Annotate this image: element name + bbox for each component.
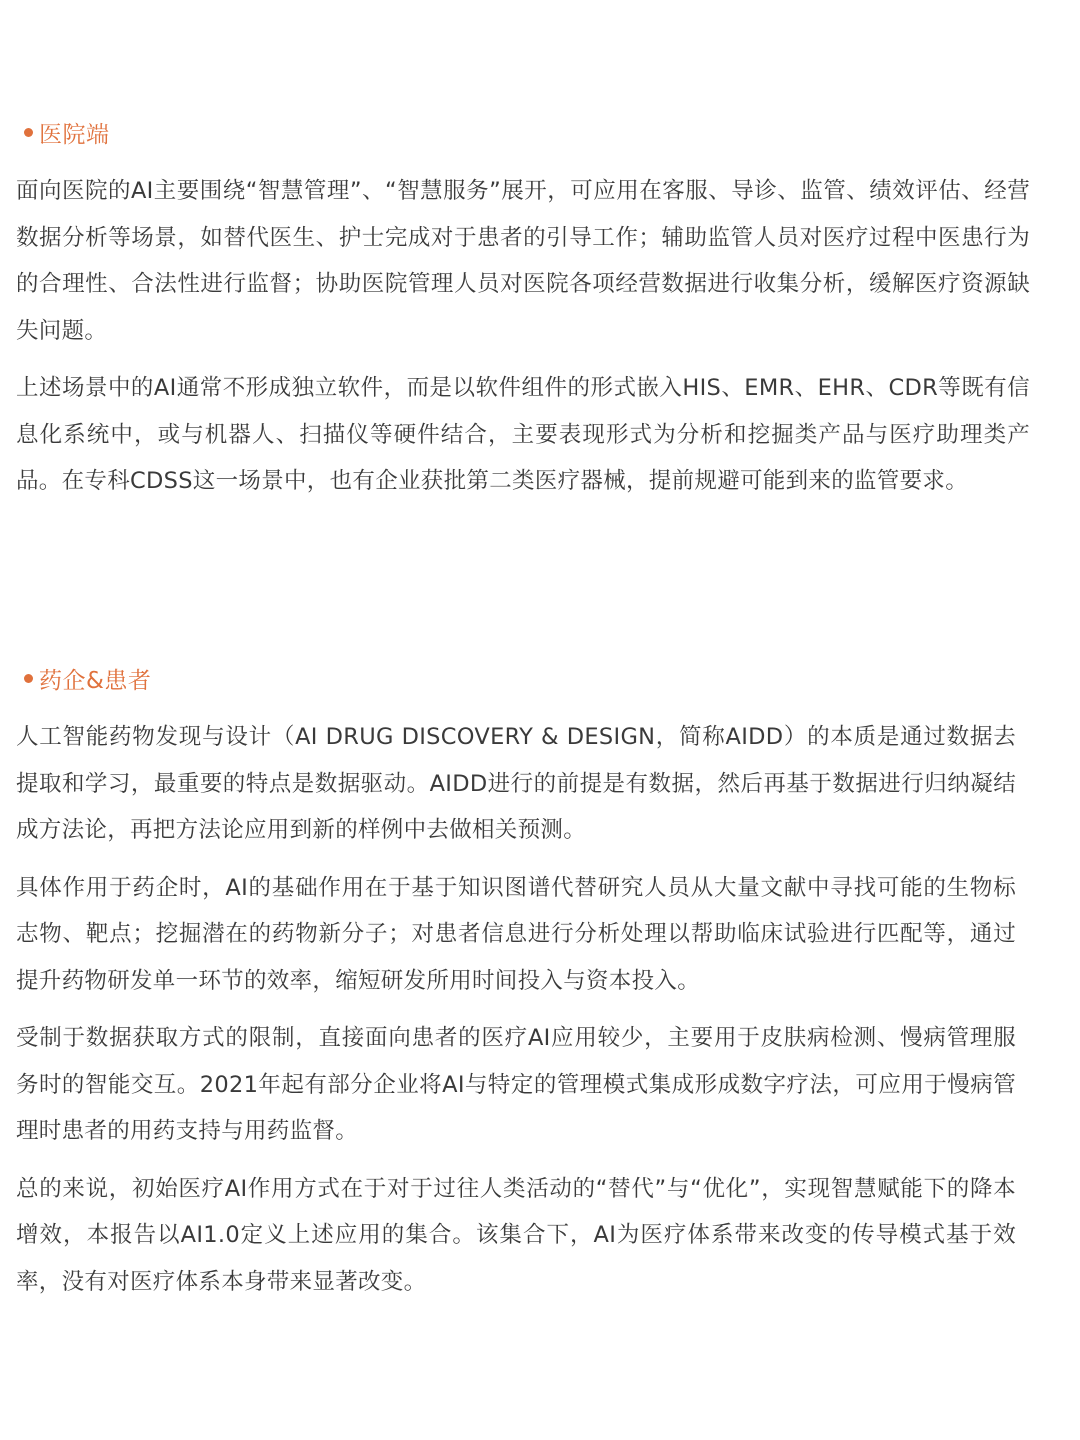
paragraph: 具体作用于药企时，AI的基础作用在于基于知识图谱代替研究人员从大量文献中寻找可能的生物标志物、靶点；挖掘潜在的药物新分子；对患者信息进行分析处理以帮助临床试验进行匹配等，通过提升药物研发单一环节的效率，缩短研发所用时间投入与资本投入。 xyxy=(16,874,1016,994)
paragraph: 受制于数据获取方式的限制，直接面向患者的医疗AI应用较少，主要用于皮肤病检测、慢病管理服务时的智能交互。2021年起有部分企业将AI与特定的管理模式集成形成数字疗法，可应用于慢病管理时患者的用药支持与用药监督。 xyxy=(16,1025,1016,1144)
section-pharma-patient xyxy=(16,658,1030,1316)
section-heading xyxy=(24,658,1030,698)
section-heading-text: 医院端 xyxy=(39,121,110,148)
bullet-dot-icon xyxy=(24,674,33,683)
paragraph: 面向医院的AI主要围绕“智慧管理”、“智慧服务”展开，可应用在客服、导诊、监管、绩效评估、经营数据分析等场景，如替代医生、护士完成对于患者的引导工作；辅助监管人员对医疗过程中医患行为的合理性、合法性进行监督；协助医院管理人员对医院各项经营数据进行收集分析，缓解医疗资源缺失问题。 xyxy=(16,178,1030,344)
paragraph: 上述场景中的AI通常不形成独立软件，而是以软件组件的形式嵌入HIS、EMR、EHR、CDR等既有信息化系统中，或与机器人、扫描仪等硬件结合，主要表现形式为分析和挖掘类产品与医疗助理类产品。在专科CDSS这一场景中，也有企业获批第二类医疗器械，提前规避可能到来的监管要求。 xyxy=(16,375,1030,494)
section-heading-text: 药企&患者 xyxy=(39,667,152,694)
paragraph: 人工智能药物发现与设计（AI DRUG DISCOVERY & DESIGN，简称AIDD）的本质是通过数据去提取和学习，最重要的特点是数据驱动。AIDD进行的前提是有数据，然后再基于数据进行归纳凝结成方法论，再把方法论应用到新的样例中去做相关预测。 xyxy=(16,724,1016,843)
paragraph: 总的来说，初始医疗AI作用方式在于对于过往人类活动的“替代”与“优化”，实现智慧赋能下的降本增效，本报告以AI1.0定义上述应用的集合。该集合下，AI为医疗体系带来改变的传导模式基于效率，没有对医疗体系本身带来显著改变。 xyxy=(16,1175,1016,1295)
section-hospital xyxy=(16,112,1030,516)
section-heading xyxy=(24,112,1030,152)
bullet-dot-icon xyxy=(24,128,33,137)
